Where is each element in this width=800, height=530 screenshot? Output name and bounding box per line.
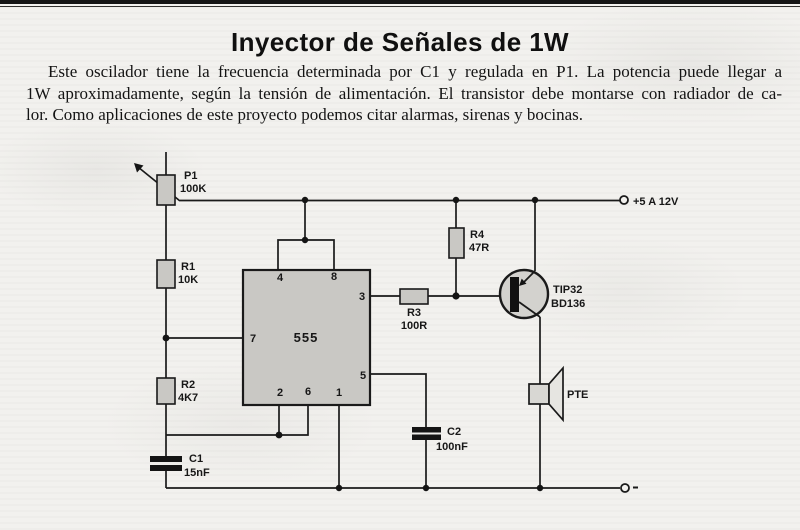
c2-value-label: 100nF bbox=[436, 441, 468, 453]
r4-ref-label: R4 bbox=[470, 229, 485, 241]
p1-value-label: 100K bbox=[180, 183, 207, 195]
r3-value-label: 100R bbox=[400, 320, 428, 332]
c1-plate bbox=[150, 456, 182, 462]
c1-ref-label: C1 bbox=[189, 453, 204, 465]
resistor-r4 bbox=[449, 228, 489, 258]
ic-pin-1: 1 bbox=[335, 387, 343, 399]
wire-pin5-to-c2 bbox=[370, 374, 426, 427]
ic-pin-3: 3 bbox=[358, 291, 366, 303]
junction-dot bbox=[336, 485, 342, 491]
r1-value-label: 10K bbox=[178, 274, 199, 286]
paragraph-line: 1W aproximadamente, según la tensión de alimentación. El transistor debe montarse con radiador de ca- bbox=[26, 83, 782, 103]
potentiometer-p1 bbox=[134, 163, 206, 205]
q1-part2-label: BD136 bbox=[551, 298, 586, 310]
c2-plate bbox=[412, 435, 441, 441]
r2-body bbox=[157, 378, 175, 404]
junction-dot bbox=[453, 197, 459, 203]
speaker-body bbox=[529, 384, 549, 404]
ic-555-label: 555 bbox=[293, 330, 319, 345]
wires bbox=[138, 152, 620, 488]
ic-pin-2: 2 bbox=[276, 387, 284, 399]
junction-dot bbox=[452, 292, 459, 299]
r1-body bbox=[157, 260, 175, 288]
c2-ref-label: C2 bbox=[447, 426, 462, 438]
intro-paragraph bbox=[26, 61, 782, 126]
supply-terminal-icon bbox=[620, 196, 628, 204]
ic-pin-4: 4 bbox=[276, 272, 284, 284]
junction-dot bbox=[302, 237, 308, 243]
junction-dot bbox=[532, 197, 538, 203]
page-title: Inyector de Señales de 1W bbox=[230, 27, 569, 58]
wire-pin6-branch bbox=[166, 405, 308, 435]
circuit-schematic bbox=[0, 150, 800, 530]
ic-555 bbox=[243, 270, 370, 405]
speaker-horn-icon bbox=[549, 368, 563, 420]
r2-value-label: 4K7 bbox=[178, 392, 199, 404]
junction-dot bbox=[163, 335, 170, 342]
ic-pin-5: 5 bbox=[359, 370, 367, 382]
terminals bbox=[620, 196, 679, 492]
ic-pin-8: 8 bbox=[330, 271, 338, 283]
junction-dot bbox=[423, 485, 429, 491]
capacitor-c2 bbox=[412, 426, 468, 453]
resistor-r3 bbox=[400, 289, 428, 332]
p1-body bbox=[157, 175, 175, 205]
ground-terminal-icon bbox=[621, 484, 629, 492]
top-rule-thick bbox=[0, 0, 800, 4]
ic-pin-6: 6 bbox=[304, 386, 312, 398]
c1-plate bbox=[150, 465, 182, 471]
wire-pin4-pin8-bracket bbox=[278, 240, 334, 270]
r3-body bbox=[400, 289, 428, 304]
speaker-label: PTE bbox=[567, 389, 589, 401]
ic-pin-7: 7 bbox=[249, 333, 257, 345]
transistor-q1 bbox=[500, 270, 585, 318]
speaker-pte bbox=[529, 368, 588, 420]
r2-ref-label: R2 bbox=[181, 379, 196, 391]
c2-plate bbox=[412, 427, 441, 433]
paragraph-line: lor. Como aplicaciones de este proyecto podemos citar alarmas, sirenas y bocinas. bbox=[26, 105, 584, 124]
junction-dot bbox=[302, 197, 308, 203]
q1-circle bbox=[500, 270, 548, 318]
p1-ref-label: P1 bbox=[184, 170, 198, 182]
paragraph-line: Este oscilador tiene la frecuencia determinada por C1 y regulada en P1. La potencia puede llegar a bbox=[48, 62, 782, 81]
r4-value-label: 47R bbox=[469, 242, 490, 254]
r4-body bbox=[449, 228, 464, 258]
capacitor-c1 bbox=[150, 453, 210, 479]
r1-ref-label: R1 bbox=[181, 261, 196, 273]
resistor-r1 bbox=[157, 260, 198, 288]
resistor-r2 bbox=[157, 378, 198, 404]
q1-base-bar bbox=[510, 277, 519, 312]
junction-dot bbox=[537, 485, 543, 491]
supply-label: +5 A 12V bbox=[633, 196, 679, 208]
r3-ref-label: R3 bbox=[406, 307, 422, 319]
junction-dot bbox=[276, 432, 283, 439]
q1-part1-label: TIP32 bbox=[553, 284, 583, 296]
c1-value-label: 15nF bbox=[184, 467, 210, 479]
top-rule-thin bbox=[0, 6, 800, 7]
